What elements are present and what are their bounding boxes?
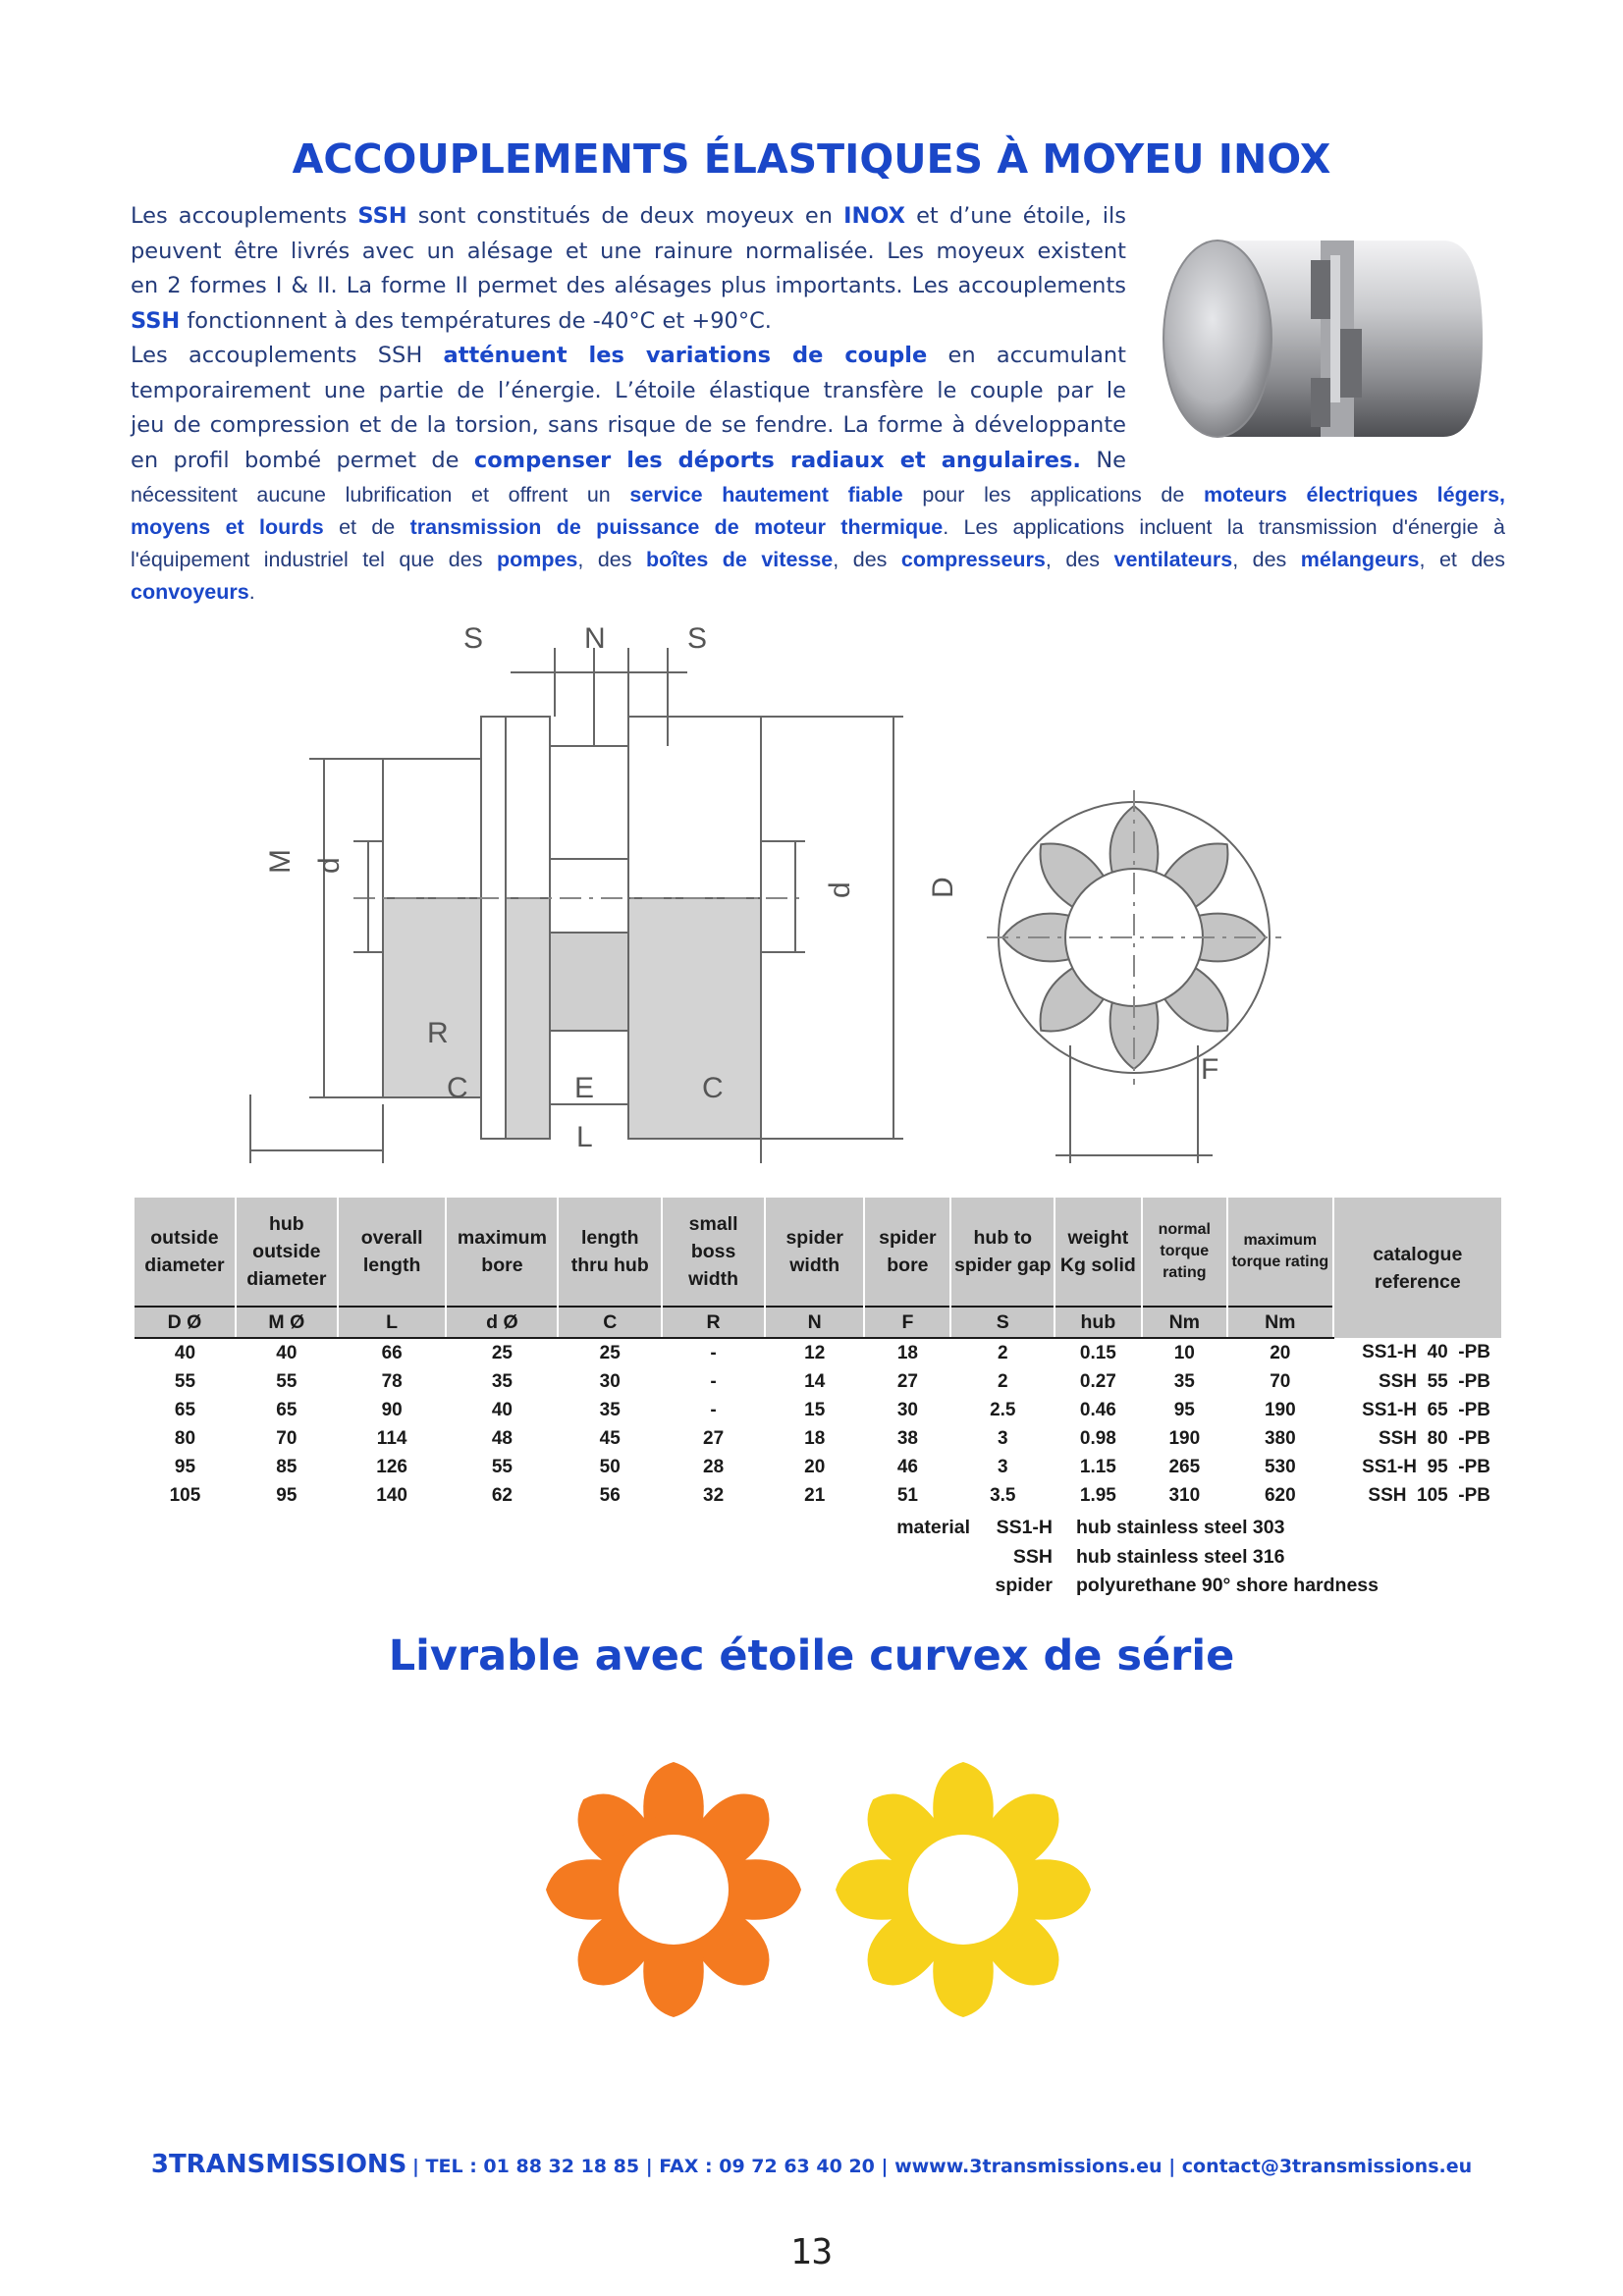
table-cell: 265 [1168,1456,1201,1477]
sym-cell: d Ø [446,1307,558,1338]
sym-cell: N [765,1307,864,1338]
page-number: 13 [789,2232,834,2272]
intro-line-2: peuvent être livrés avec un alésage et une rainure normalisée. Les moyeux existent [131,238,1126,264]
intro2-line-2: moyens et lourds et de transmission de puissance de moteur thermique. Les applications incluent la transmission d'énergie à [131,515,1506,539]
col-outside-diameter: outside diameter [135,1197,236,1307]
table-cell: 40 [491,1399,513,1420]
footer-phone-fax: | TEL : 01 88 32 18 85 | FAX : 09 72 63 40 20 | [411,2156,895,2177]
table-cell: 32 [703,1484,725,1506]
intro2-line-4: convoyeurs. [131,580,255,604]
table-cell: 46 [896,1456,918,1477]
label-e: E [574,1072,595,1104]
table-row [135,1367,1502,1396]
table-cell: 20 [1270,1342,1291,1363]
table-cell: 35 [599,1399,621,1420]
intro2-line-3: l'équipement industriel tel que des pompes, des boîtes de vitesse, des compresseurs, des ventilateurs, des mélangeurs, et des [131,548,1506,571]
table-cell: 20 [804,1456,826,1477]
sym-cell: Nm [1142,1307,1227,1338]
sym-cell: Nm [1227,1307,1333,1338]
table-cell: 70 [276,1427,298,1449]
table-cell: 55 [276,1370,298,1392]
col-hub-to-spider-gap: hub to spider gap [950,1197,1055,1307]
intro2-line-1: nécessitent aucune lubrification et offrent un service hautement fiable pour les applications de moteurs électriques légers, [131,483,1506,507]
table-cell: 15 [804,1399,826,1420]
col-normal-torque: normal torque rating [1142,1197,1227,1307]
label-d-right: d [824,881,856,898]
label-s-right: S [687,622,708,655]
table-cell: 27 [896,1370,918,1392]
spec-table-header [135,1197,1502,1307]
table-cell: 2.5 [990,1399,1016,1420]
label-d-left: d [313,857,346,874]
spec-table-symbols [135,1307,1502,1338]
table-cell: 45 [599,1427,621,1449]
intro-line-8: en profil bombé permet de compenser les déports radiaux et angulaires. Ne [131,447,1127,473]
sym-cell: hub [1055,1307,1141,1338]
table-cell: 30 [599,1370,621,1392]
sym-cell: L [338,1307,447,1338]
intro-line-7: jeu de compression et de la torsion, sans risque de se fendre. La forme à développante [131,412,1126,438]
spider-photos [526,1747,1106,2032]
table-cell: 18 [804,1427,826,1449]
col-catalogue-reference: catalogue reference [1333,1197,1502,1338]
catalogue-reference-cell: SS1-H 95 -PB [1362,1456,1490,1477]
table-cell: 380 [1264,1427,1296,1449]
table-cell: 190 [1264,1399,1296,1420]
catalogue-reference-cell: SSH 55 -PB [1378,1370,1490,1392]
footer-website-link[interactable]: wwww.3transmissions.eu [894,2156,1163,2177]
col-maximum-torque: maximum torque rating [1227,1197,1333,1307]
table-cell: 1.95 [1079,1484,1116,1506]
label-n: N [584,622,606,655]
yellow-spider-image [836,1762,1091,2017]
footer-separator: | [1162,2156,1182,2177]
table-cell: 114 [376,1427,407,1449]
table-cell: 35 [491,1370,513,1392]
table-row [135,1396,1502,1424]
table-cell: - [710,1370,717,1392]
col-spider-width: spider width [765,1197,864,1307]
table-cell: 90 [381,1399,403,1420]
table-cell: 3.5 [990,1484,1016,1506]
table-cell: 50 [599,1456,621,1477]
material-row: material SS1-H hub stainless steel 303 [896,1517,1285,1538]
table-cell: 65 [276,1399,298,1420]
table-cell: - [710,1399,717,1420]
catalogue-reference-cell: SSH 105 -PB [1368,1484,1490,1506]
table-cell: 3 [998,1456,1008,1477]
table-cell: - [710,1342,717,1363]
col-small-boss-width: small boss width [662,1197,765,1307]
col-overall-length: overall length [338,1197,447,1307]
sym-cell: R [662,1307,765,1338]
sym-cell: S [950,1307,1055,1338]
material-row: SSH hub stainless steel 316 [1012,1545,1285,1568]
coupling-photo [1149,211,1497,466]
table-cell: 310 [1168,1484,1201,1506]
table-cell: 3 [998,1427,1008,1449]
intro-line-6: temporairement une partie de l’énergie. L’étoile élastique transfère le couple par le [131,377,1126,403]
table-cell: 66 [381,1342,403,1363]
intro-line-3: en 2 formes I & II. La forme II permet des alésages plus importants. Les accouplements [131,273,1126,298]
col-weight: weight Kg solid [1055,1197,1141,1307]
table-cell: 21 [804,1484,826,1506]
label-s-left: S [463,622,484,655]
label-r: R [427,1017,449,1049]
intro-line-1: Les accouplements SSH sont constitués de deux moyeux en INOX et d’une étoile, ils [131,203,1126,229]
table-cell: 95 [276,1484,298,1506]
table-cell: 2 [998,1370,1008,1392]
label-c-right: C [702,1072,724,1104]
table-cell: 620 [1264,1484,1296,1506]
table-cell: 35 [1173,1370,1195,1392]
section-subtitle: Livrable avec étoile curvex de série [388,1631,1235,1681]
catalogue-reference-cell: SSH 80 -PB [1378,1427,1490,1449]
table-cell: 18 [896,1342,918,1363]
table-cell: 95 [1173,1399,1195,1420]
table-cell: 0.98 [1079,1427,1116,1449]
table-cell: 55 [174,1370,196,1392]
table-cell: 25 [491,1342,513,1363]
table-cell: 51 [896,1484,918,1506]
table-cell: 530 [1264,1456,1296,1477]
table-cell: 105 [169,1484,201,1506]
table-cell: 70 [1270,1370,1291,1392]
table-cell: 40 [276,1342,298,1363]
table-row [135,1481,1502,1510]
table-cell: 56 [599,1484,621,1506]
table-cell: 85 [276,1456,298,1477]
table-cell: 25 [599,1342,621,1363]
sym-cell: C [558,1307,662,1338]
orange-spider-image [546,1762,801,2017]
footer-email-link[interactable]: contact@3transmissions.eu [1181,2156,1473,2177]
table-cell: 62 [491,1484,513,1506]
material-legend [872,1514,1379,1601]
table-cell: 12 [804,1342,826,1363]
table-cell: 14 [804,1370,826,1392]
spec-table [135,1196,1503,1510]
col-spider-bore: spider bore [864,1197,950,1307]
table-cell: 27 [703,1427,725,1449]
label-l: L [576,1121,593,1153]
table-cell: 48 [491,1427,513,1449]
table-cell: 80 [174,1427,196,1449]
catalogue-reference-cell: SS1-H 40 -PB [1362,1342,1490,1362]
table-cell: 10 [1173,1342,1195,1363]
label-f: F [1201,1053,1219,1086]
table-cell: 126 [376,1456,407,1477]
col-hub-outside-diameter: hub outside diameter [236,1197,338,1307]
table-cell: 2 [998,1342,1008,1363]
label-m: M [264,849,297,874]
sym-cell: F [864,1307,950,1338]
table-row [135,1338,1502,1367]
table-cell: 0.15 [1079,1342,1116,1363]
label-big-d: D [927,877,959,898]
table-cell: 30 [896,1399,918,1420]
table-cell: 55 [491,1456,513,1477]
footer [0,2150,1623,2179]
catalogue-reference-cell: SS1-H 65 -PB [1362,1399,1490,1420]
table-cell: 38 [896,1427,918,1449]
col-length-thru-hub: length thru hub [558,1197,662,1307]
spec-table-body [135,1338,1502,1510]
intro-paragraph [131,199,1126,478]
table-row [135,1453,1502,1481]
intro-line-4: SSH fonctionnent à des températures de -40°C et +90°C. [131,307,772,334]
material-row: spider polyurethane 90° shore hardness [995,1575,1379,1596]
table-cell: 140 [376,1484,407,1506]
table-row [135,1424,1502,1453]
table-cell: 95 [174,1456,196,1477]
page-title: ACCOUPLEMENTS ÉLASTIQUES À MOYEU INOX [292,135,1331,183]
table-cell: 190 [1168,1427,1201,1449]
label-c-left: C [447,1072,468,1104]
table-cell: 0.27 [1079,1370,1116,1392]
col-maximum-bore: maximum bore [446,1197,558,1307]
table-cell: 40 [174,1342,196,1363]
technical-drawing [226,604,1335,1163]
footer-company: 3TRANSMISSIONS [150,2150,407,2179]
table-cell: 28 [703,1456,725,1477]
sym-cell: M Ø [236,1307,338,1338]
table-cell: 0.46 [1079,1399,1116,1420]
table-cell: 65 [174,1399,196,1420]
table-cell: 1.15 [1079,1456,1116,1477]
intro-line-5: Les accouplements SSH atténuent les variations de couple en accumulant [131,343,1126,368]
table-cell: 78 [381,1370,403,1392]
intro-continued [131,479,1505,609]
sym-cell: D Ø [135,1307,236,1338]
